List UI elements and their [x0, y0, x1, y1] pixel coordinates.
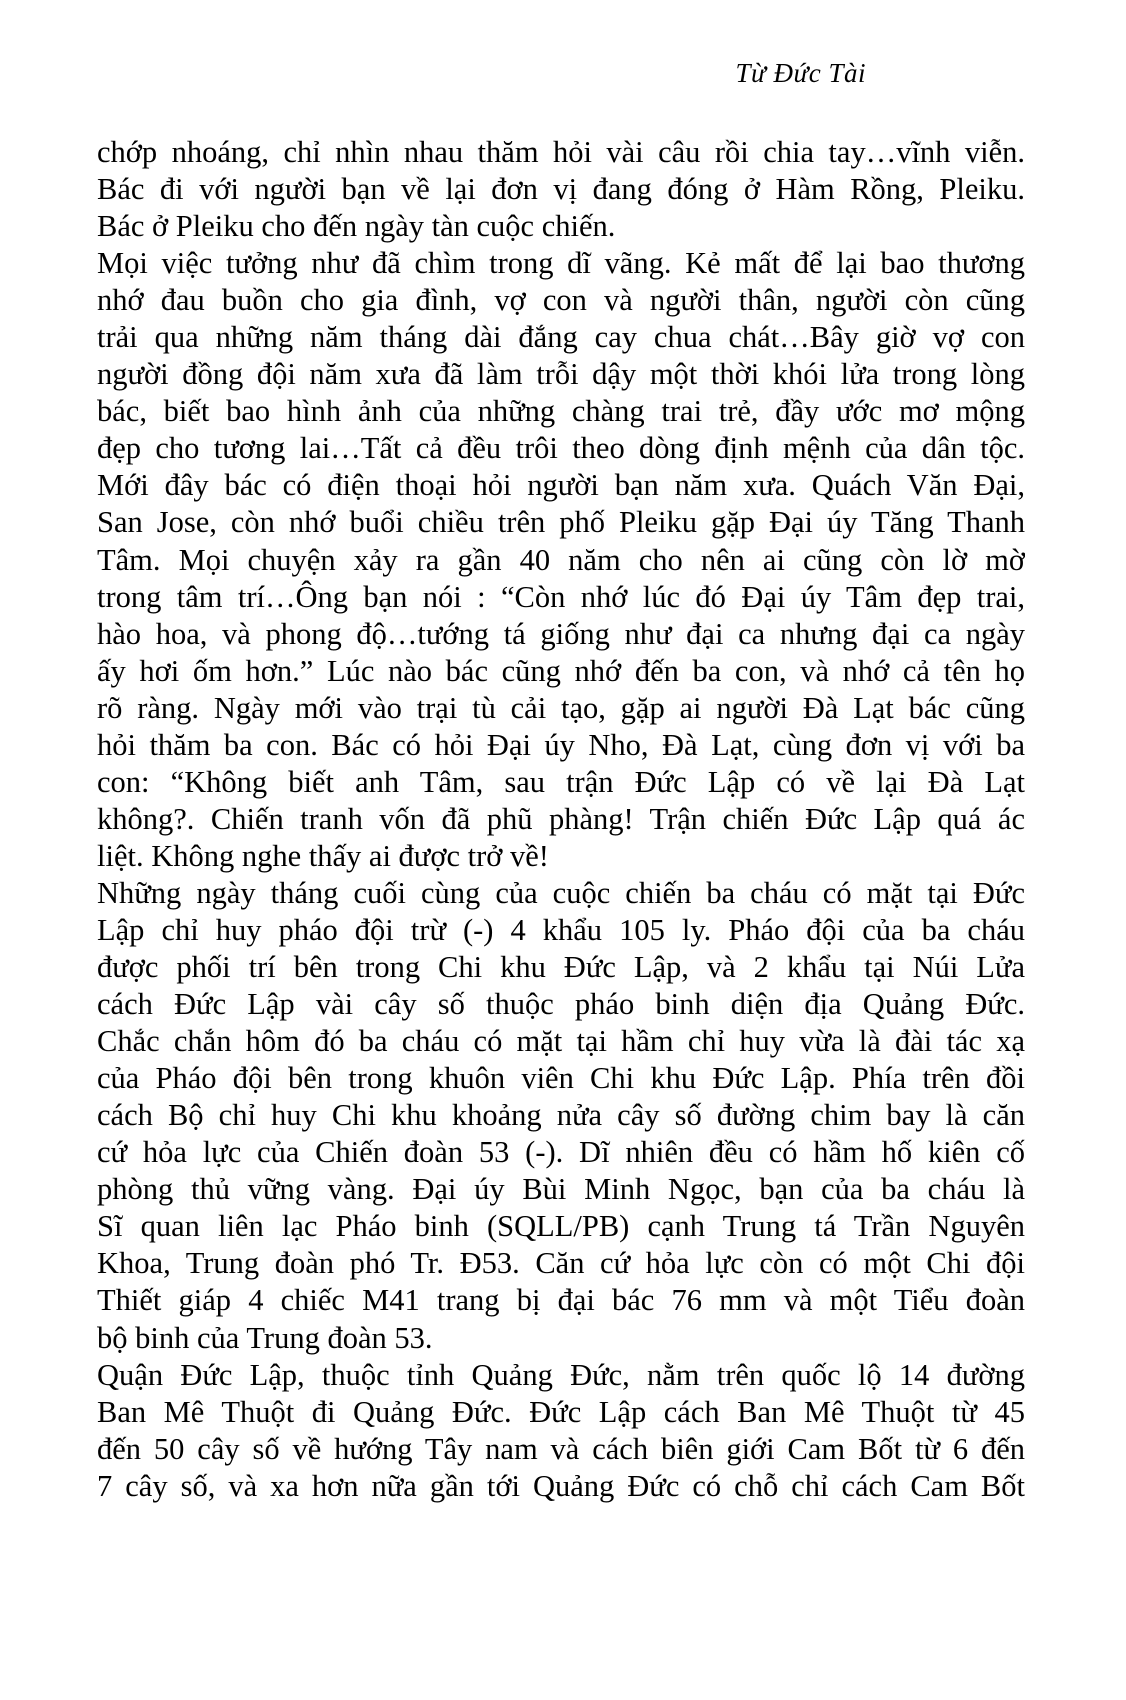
text-line: của Pháo đội bên trong khuôn viên Chi khu Đức Lập. Phía trên đồi — [97, 1061, 1025, 1096]
text-line: Chắc chắn hôm đó ba cháu có mặt tại hầm chỉ huy vừa là đài tác xạ — [97, 1024, 1025, 1059]
text-line: nhớ đau buồn cho gia đình, vợ con và người thân, người còn cũng — [97, 283, 1025, 318]
text-line: Ban Mê Thuột đi Quảng Đức. Đức Lập cách Ban Mê Thuột từ 45 — [97, 1394, 1025, 1429]
text-line: San Jose, còn nhớ buổi chiều trên phố Pleiku gặp Đại úy Tăng Thanh — [97, 505, 1025, 540]
text-line: Những ngày tháng cuối cùng của cuộc chiến ba cháu có mặt tại Đức — [97, 875, 1025, 910]
text-line: Tâm. Mọi chuyện xảy ra gần 40 năm cho nên ai cũng còn lờ mờ — [97, 542, 1025, 577]
text-line: Bác đi với người bạn về lại đơn vị đang đóng ở Hàm Rồng, Pleiku. — [97, 172, 1025, 207]
text-line: Sĩ quan liên lạc Pháo binh (SQLL/PB) cạnh Trung tá Trần Nguyên — [97, 1209, 1025, 1244]
text-line: hào hoa, và phong độ…tướng tá giống như đại ca nhưng đại ca ngày — [97, 616, 1025, 651]
text-line: không?. Chiến tranh vốn đã phũ phàng! Trận chiến Đức Lập quá ác — [97, 801, 1025, 836]
text-line: Mọi việc tưởng như đã chìm trong dĩ vãng. Kẻ mất để lại bao thương — [97, 246, 1025, 281]
text-line: Thiết giáp 4 chiếc M41 trang bị đại bác 76 mm và một Tiểu đoàn — [97, 1283, 1025, 1318]
text-line: bác, biết bao hình ảnh của những chàng trai trẻ, đầy ước mơ mộng — [97, 394, 1025, 429]
text-line: được phối trí bên trong Chi khu Đức Lập, và 2 khẩu tại Núi Lửa — [97, 950, 1025, 985]
text-line: rõ ràng. Ngày mới vào trại tù cải tạo, gặp ai người Đà Lạt bác cũng — [97, 690, 1025, 725]
text-line: bộ binh của Trung đoàn 53. — [97, 1320, 433, 1355]
text-line: người đồng đội năm xưa đã làm trỗi dậy một thời khói lửa trong lòng — [97, 357, 1025, 392]
text-line: Bác ở Pleiku cho đến ngày tàn cuộc chiến. — [97, 209, 616, 244]
text-line: Lập chỉ huy pháo đội trừ (-) 4 khẩu 105 ly. Pháo đội của ba cháu — [97, 912, 1025, 947]
text-line: phòng thủ vững vàng. Đại úy Bùi Minh Ngọc, bạn của ba cháu là — [97, 1172, 1025, 1207]
text-line: liệt. Không nghe thấy ai được trở về! — [97, 838, 549, 873]
text-line: con: “Không biết anh Tâm, sau trận Đức Lập có về lại Đà Lạt — [97, 764, 1025, 799]
text-line: Khoa, Trung đoàn phó Tr. Đ53. Căn cứ hỏa lực còn có một Chi đội — [97, 1246, 1025, 1281]
text-line: cứ hỏa lực của Chiến đoàn 53 (-). Dĩ nhiên đều có hầm hố kiên cố — [97, 1135, 1025, 1170]
text-line: chớp nhoáng, chỉ nhìn nhau thăm hỏi vài câu rồi chia tay…vĩnh viễn. — [97, 135, 1025, 169]
text-line: cách Đức Lập vài cây số thuộc pháo binh diện địa Quảng Đức. — [97, 987, 1025, 1022]
text-line: Mới đây bác có điện thoại hỏi người bạn năm xưa. Quách Văn Đại, — [97, 468, 1025, 503]
text-line: 7 cây số, và xa hơn nữa gần tới Quảng Đức có chỗ chỉ cách Cam Bốt — [97, 1468, 1025, 1503]
text-line: cách Bộ chỉ huy Chi khu khoảng nửa cây số đường chim bay là căn — [97, 1098, 1025, 1133]
text-line: trong tâm trí…Ông bạn nói : “Còn nhớ lúc đó Đại úy Tâm đẹp trai, — [97, 579, 1025, 614]
text-line: ấy hơi ốm hơn.” Lúc nào bác cũng nhớ đến ba con, và nhớ cả tên họ — [97, 653, 1025, 688]
text-line: Quận Đức Lập, thuộc tỉnh Quảng Đức, nằm trên quốc lộ 14 đường — [97, 1357, 1025, 1392]
running-header-author: Từ Đức Tài — [735, 58, 866, 88]
text-line: trải qua những năm tháng dài đắng cay chua chát…Bây giờ vợ con — [97, 320, 1025, 355]
page-body-text — [97, 134, 1025, 1505]
text-line: đến 50 cây số về hướng Tây nam và cách biên giới Cam Bốt từ 6 đến — [97, 1431, 1025, 1466]
text-line: hỏi thăm ba con. Bác có hỏi Đại úy Nho, Đà Lạt, cùng đơn vị với ba — [97, 727, 1025, 762]
text-line: đẹp cho tương lai…Tất cả đều trôi theo dòng định mệnh của dân tộc. — [97, 431, 1025, 466]
